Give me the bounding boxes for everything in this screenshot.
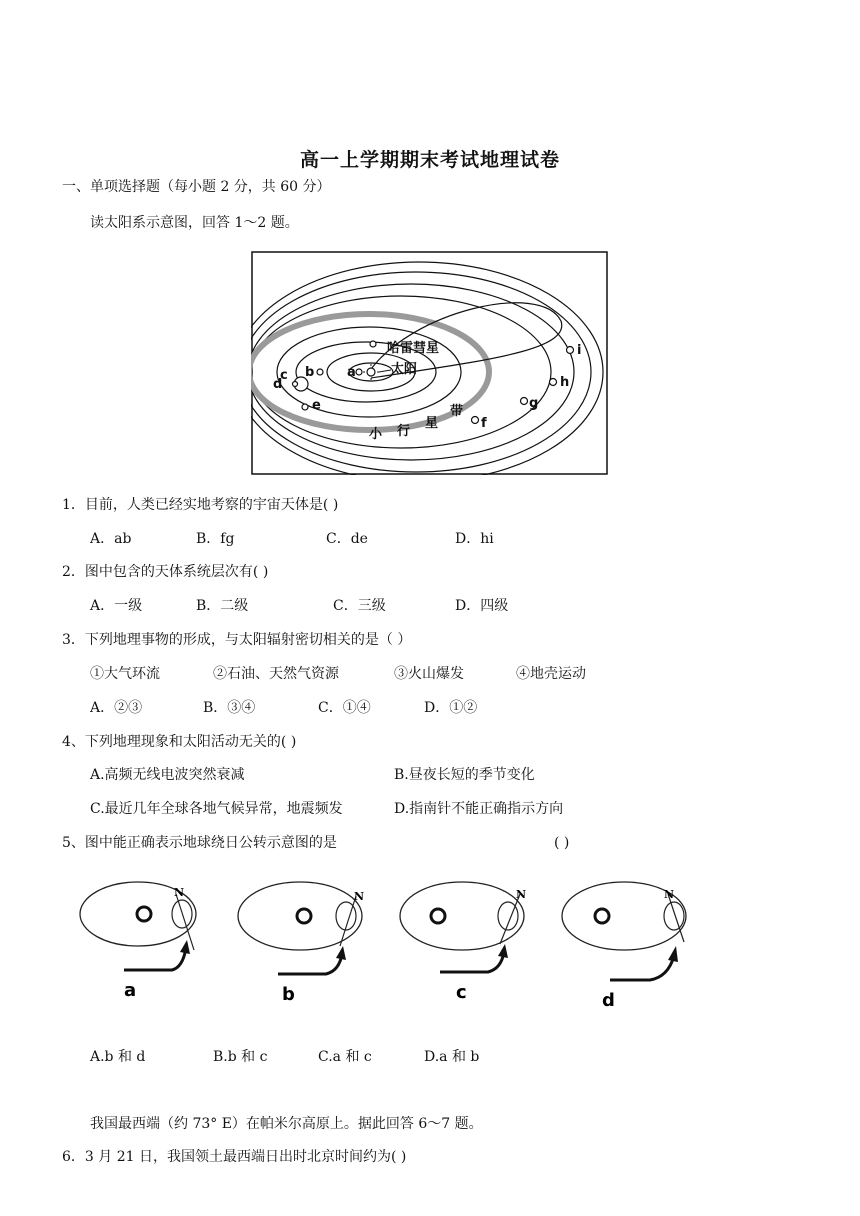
question-stem: 4、下列地理现象和太阳活动无关的( ) bbox=[62, 734, 297, 750]
option: D．四级 bbox=[455, 598, 509, 614]
option: B.b 和 c bbox=[213, 1049, 268, 1065]
option: C.最近几年全球各地气候异常，地震频发 bbox=[90, 801, 343, 817]
question-stem: 6．3 月 21 日，我国领土最西端日出时北京时间约为( ) bbox=[62, 1149, 407, 1165]
option: A.b 和 d bbox=[90, 1049, 146, 1065]
intro-text: 读太阳系示意图，回答 1～2 题。 bbox=[90, 215, 299, 231]
belt-char: 带 bbox=[450, 404, 464, 419]
solar-system-diagram bbox=[251, 251, 608, 475]
option: D.a 和 b bbox=[424, 1049, 480, 1065]
planet-label: i bbox=[577, 343, 582, 358]
option: D．①② bbox=[424, 700, 478, 716]
planet-label: f bbox=[481, 416, 487, 431]
option: A．一级 bbox=[90, 598, 143, 614]
option: C．de bbox=[326, 531, 368, 547]
figure-label: c bbox=[456, 982, 467, 1003]
option: A.高频无线电波突然衰减 bbox=[90, 767, 245, 783]
orbit-figure-d bbox=[558, 880, 698, 1010]
planet-label: e bbox=[312, 398, 321, 413]
option: C．三级 bbox=[333, 598, 386, 614]
orbit-figure-a bbox=[76, 880, 216, 1000]
north-label: N bbox=[174, 886, 185, 899]
planet-label: c bbox=[280, 368, 288, 383]
option: B.昼夜长短的季节变化 bbox=[394, 767, 535, 783]
intro-text: 我国最西端（约 73° E）在帕米尔高原上。据此回答 6～7 题。 bbox=[90, 1116, 483, 1132]
option: B．fg bbox=[196, 531, 235, 547]
question-stem: 3．下列地理事物的形成，与太阳辐射密切相关的是（ ） bbox=[62, 632, 412, 648]
statement-item: ①大气环流 bbox=[90, 666, 160, 682]
option: B．③④ bbox=[203, 700, 256, 716]
north-label: N bbox=[354, 890, 365, 903]
north-label: N bbox=[516, 888, 527, 901]
belt-char: 小 bbox=[369, 427, 383, 442]
orbit-figure-b bbox=[232, 880, 372, 1005]
figure-label: a bbox=[124, 980, 137, 1000]
halley-label: 哈雷彗星 bbox=[387, 341, 440, 356]
option: C.a 和 c bbox=[318, 1049, 372, 1065]
planet-label: b bbox=[305, 365, 315, 380]
option: D．hi bbox=[455, 531, 494, 547]
planet-label: d bbox=[273, 377, 283, 392]
orbit-figure-c bbox=[394, 880, 534, 1005]
figure-label: b bbox=[282, 984, 295, 1005]
question-stem: 2．图中包含的天体系统层次有( ) bbox=[62, 564, 269, 580]
belt-char: 星 bbox=[425, 416, 439, 431]
section-heading: 一、单项选择题（每小题 2 分，共 60 分） bbox=[62, 179, 331, 195]
option: B．二级 bbox=[196, 598, 249, 614]
option: A．ab bbox=[90, 531, 132, 547]
statement-item: ②石油、天然气资源 bbox=[213, 666, 339, 682]
planet-label: g bbox=[529, 396, 539, 411]
option: A．②③ bbox=[90, 700, 143, 716]
question-stem: 5、图中能正确表示地球绕日公转示意图的是 bbox=[62, 835, 337, 851]
page-title: 高一上学期期末考试地理试卷 bbox=[299, 149, 560, 171]
planet-label: h bbox=[560, 375, 570, 390]
planet-label: a bbox=[347, 365, 356, 380]
question-stem: 1．目前，人类已经实地考察的宇宙天体是( ) bbox=[62, 497, 339, 513]
belt-char: 行 bbox=[397, 424, 411, 439]
figure-label: d bbox=[602, 990, 615, 1010]
sun-label: 太阳 bbox=[391, 362, 418, 377]
answer-paren: ( ) bbox=[554, 835, 570, 851]
option: C．①④ bbox=[318, 700, 371, 716]
statement-item: ④地壳运动 bbox=[516, 666, 586, 682]
north-label: N bbox=[664, 888, 675, 901]
option: D.指南针不能正确指示方向 bbox=[394, 801, 564, 817]
statement-item: ③火山爆发 bbox=[394, 666, 464, 682]
